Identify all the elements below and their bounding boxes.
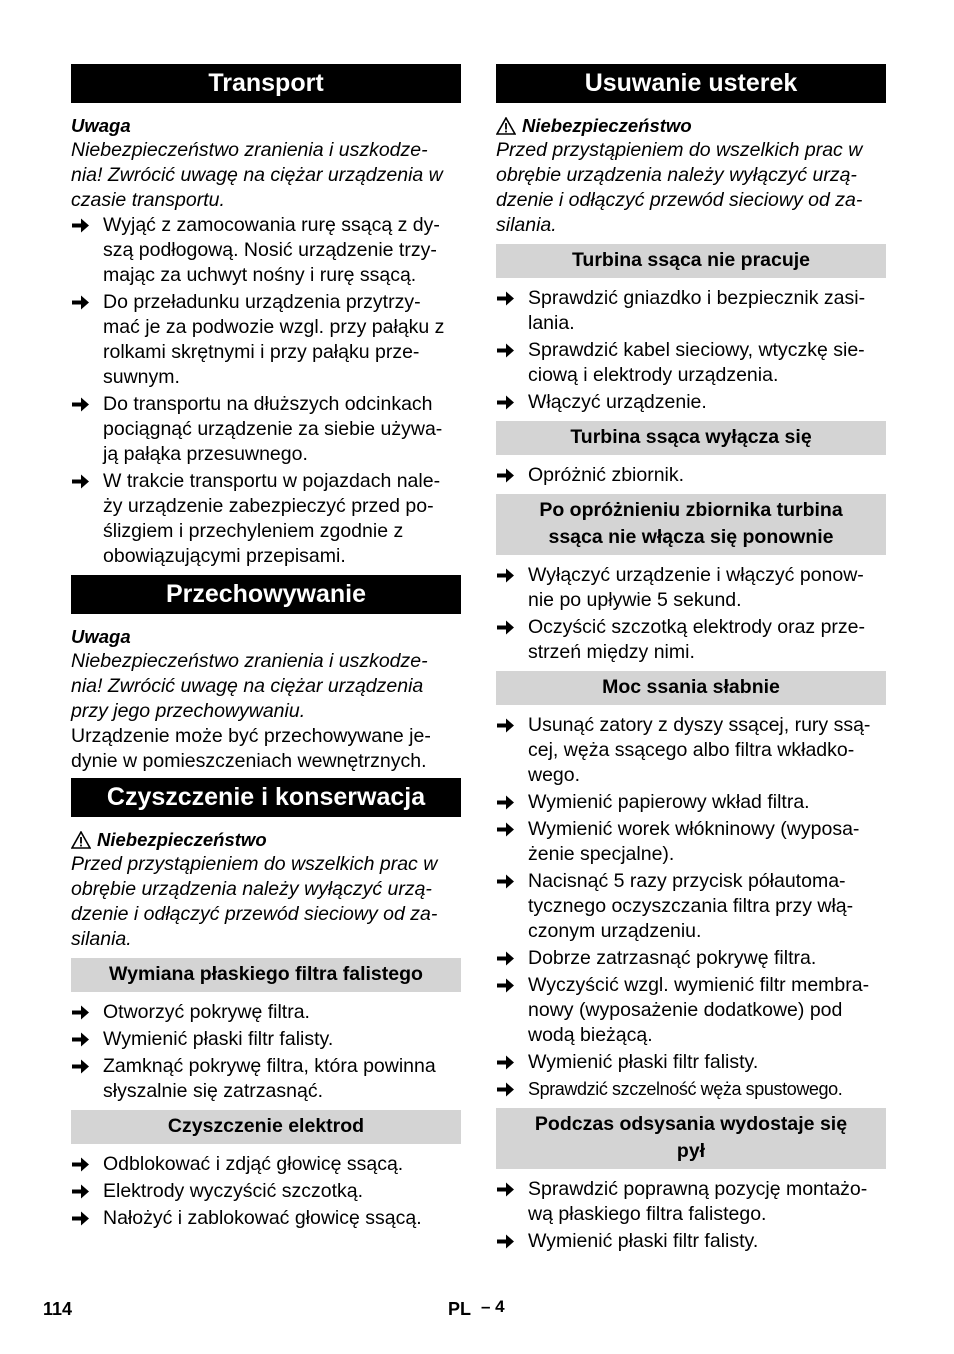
arrow-right-icon [497,1182,514,1197]
danger-title [71,827,461,852]
electrode-steps [71,1152,461,1231]
arrow-right-icon [497,978,514,993]
list-item: Zamknąć pokrywę filtra, która powinna słyszalnie się zatrzasnąć. [71,1054,461,1104]
list-item: Wyczyścić wzgl. wymienić filtr membra- nowy (wyposażenie dodatkowe) pod wodą bieżącą. [496,973,886,1048]
dust-escapes-steps [496,1177,886,1254]
arrow-right-icon [497,468,514,483]
list-item: Włączyć urządzenie. [496,390,886,415]
note-label: Uwaga [71,115,131,136]
arrow-right-icon [72,474,89,489]
list-item: Dobrze zatrzasnąć pokrywę filtra. [496,946,886,971]
arrow-right-icon [497,568,514,583]
arrow-right-icon [497,951,514,966]
list-item: Sprawdzić szczelność węża spustowego. [496,1077,886,1102]
arrow-right-icon [72,218,89,233]
list-item: Odblokować i zdjąć głowicę ssącą. [71,1152,461,1177]
filter-steps [71,1000,461,1104]
section-title-cleaning: Czyszczenie i konserwacja [71,778,461,817]
arrow-right-icon [497,822,514,837]
note-text: Niebezpieczeństwo zranienia i uszkodze- nia! Zwrócić uwagę na ciężar urządzenia przy jego przechowywaniu. [71,650,428,722]
section-title-transport: Transport [71,64,461,103]
danger-label: Niebezpieczeństwo [522,115,692,136]
arrow-right-icon [72,1032,89,1047]
list-item: Sprawdzić kabel sieciowy, wtyczkę sie- ciową i elektrody urządzenia. [496,338,886,388]
list-item: Elektrody wyczyścić szczotką. [71,1179,461,1204]
subsection-title-turbine-not-running: Turbina ssąca nie pracuje [496,244,886,278]
danger-label: Niebezpieczeństwo [97,829,267,850]
arrow-right-icon [497,620,514,635]
left-column [71,64,461,1233]
subsection-title-turbine-switches-off: Turbina ssąca wyłącza się [496,421,886,455]
danger-title [496,113,886,138]
list-item: Oczyścić szczotką elektrody oraz prze- strzeń między nimi. [496,615,886,665]
warning-icon [71,831,91,849]
list-item: Nałożyć i zablokować głowicę ssącą. [71,1206,461,1231]
section-page-number: – 4 [481,1297,505,1316]
list-item: Do przeładunku urządzenia przytrzy- mać je za podwozie wzgl. przy pałąku z rolkami skrętnymi i przy pałąku prze- suwnym. [71,290,461,390]
subsection-title-filter: Wymiana płaskiego filtra falistego [71,958,461,992]
page-number: 114 [43,1299,73,1319]
list-item: Sprawdzić gniazdko i bezpiecznik zasi- lania. [496,286,886,336]
turbine-not-running-steps [496,286,886,415]
danger-text: Przed przystąpieniem do wszelkich prac w obrębie urządzenia należy wyłączyć urzą- dzenie i odłączyć przewód sieciowy od za- silania. [71,853,438,950]
arrow-right-icon [72,1059,89,1074]
arrow-right-icon [72,397,89,412]
subsection-title-dust-escapes: Podczas odsysania wydostaje się pył [496,1108,886,1169]
subsection-title-suction-weak: Moc ssania słabnie [496,671,886,705]
warning-icon [496,117,516,135]
arrow-right-icon [497,343,514,358]
section-title-storage: Przechowywanie [71,575,461,614]
list-item: Sprawdzić poprawną pozycję montażo- wą płaskiego filtra falistego. [496,1177,886,1227]
arrow-right-icon [72,1005,89,1020]
arrow-right-icon [72,1157,89,1172]
list-item: Wymienić płaski filtr falisty. [496,1050,886,1075]
arrow-right-icon [72,1211,89,1226]
language-code: PL [448,1299,472,1319]
list-item: Wymienić płaski filtr falisty. [496,1229,886,1254]
list-item: Wyjąć z zamocowania rurę ssącą z dy- szą podłogową. Nosić urządzenie trzy- mając za uchwyt nośny i rurę ssącą. [71,213,461,288]
list-item: Usunąć zatory z dyszy ssącej, rury ssą- cej, węża ssącego albo filtra wkładko- wego. [496,713,886,788]
list-item: W trakcie transportu w pojazdach nale- ży urządzenie zabezpieczyć przed po- ślizgiem i przechyleniem zgodnie z obowiązującymi przepisami. [71,469,461,569]
arrow-right-icon [497,1055,514,1070]
turbine-switches-off-steps [496,463,886,488]
arrow-right-icon [72,295,89,310]
arrow-right-icon [497,795,514,810]
suction-weak-steps [496,713,886,1102]
list-item: Do transportu na dłuższych odcinkach pociągnąć urządzenie za siebie używa- ją pałąka przesuwnego. [71,392,461,467]
storage-text: Urządzenie może być przechowywane je- dynie w pomieszczeniach wewnętrznych. [71,725,431,772]
list-item: Wymienić papierowy wkład filtra. [496,790,886,815]
arrow-right-icon [72,1184,89,1199]
arrow-right-icon [497,1234,514,1249]
turbine-not-restart-steps [496,563,886,665]
subsection-title-electrodes: Czyszczenie elektrod [71,1110,461,1144]
right-column [496,64,886,1256]
transport-steps [71,213,461,569]
note-text: Niebezpieczeństwo zranienia i uszkodze- nia! Zwrócić uwagę na ciężar urządzenia w czasie transportu. [71,139,443,211]
list-item: Wymienić worek włókninowy (wyposa- żenie specjalne). [496,817,886,867]
list-item: Otworzyć pokrywę filtra. [71,1000,461,1025]
danger-text: Przed przystąpieniem do wszelkich prac w obrębie urządzenia należy wyłączyć urzą- dzenie i odłączyć przewód sieciowy od za- silania. [496,139,863,236]
section-title-troubleshooting: Usuwanie usterek [496,64,886,103]
arrow-right-icon [497,718,514,733]
arrow-right-icon [497,291,514,306]
list-item: Wyłączyć urządzenie i włączyć ponow- nie po upływie 5 sekund. [496,563,886,613]
arrow-right-icon [497,874,514,889]
list-item: Opróżnić zbiornik. [496,463,886,488]
note-label: Uwaga [71,626,131,647]
arrow-right-icon [497,1082,514,1097]
list-item: Nacisnąć 5 razy przycisk półautoma- tycznego oczyszczania filtra przy włą- czonym urządzeniu. [496,869,886,944]
list-item: Wymienić płaski filtr falisty. [71,1027,461,1052]
subsection-title-turbine-not-restart: Po opróżnieniu zbiornika turbina ssąca nie włącza się ponownie [496,494,886,555]
arrow-right-icon [497,395,514,410]
